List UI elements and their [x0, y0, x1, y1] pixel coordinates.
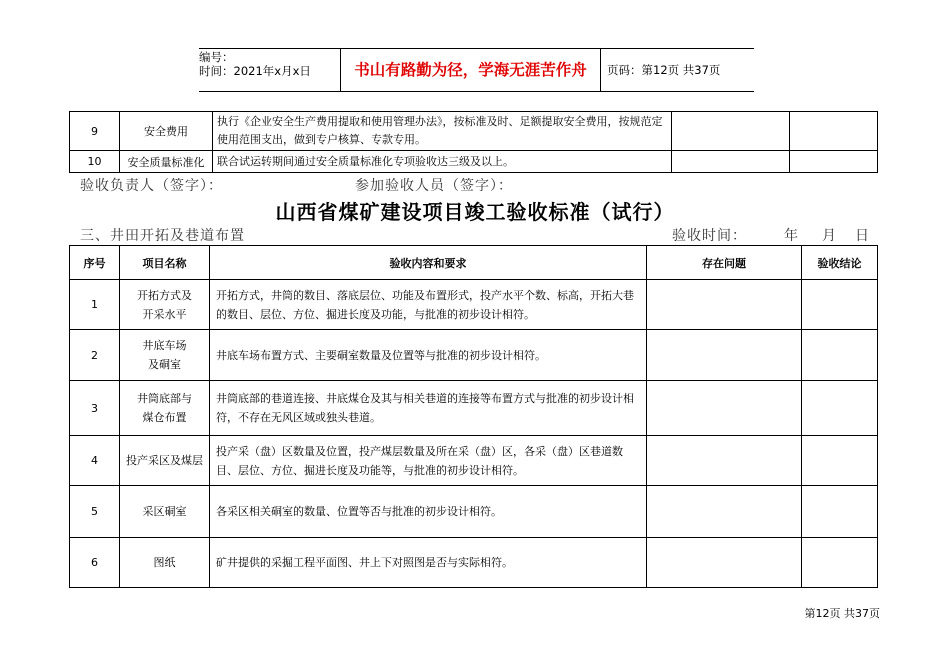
participants-signature-label: 参加验收人员（签字）： — [355, 178, 513, 194]
table-row — [70, 330, 878, 381]
issue-cell — [647, 486, 802, 538]
requirement-text: 联合试运转期间通过安全质量标准化专项验收达三级及以上。 — [213, 151, 672, 173]
issue-cell — [647, 330, 802, 381]
table-row — [70, 112, 878, 151]
col-header-item: 项目名称 — [120, 246, 210, 280]
item-name-line: 井筒底部与 — [137, 392, 192, 405]
document-title: 山西省煤矿建设项目竣工验收标准（试行） — [275, 200, 675, 224]
issue-cell — [647, 538, 802, 588]
item-name: 图纸 — [120, 538, 210, 588]
page-header — [199, 48, 754, 92]
result-cell — [790, 112, 878, 151]
requirement-text: 投产采（盘）区数量及位置，投产煤层数量及所在采（盘）区，各采（盘）区巷道数目、层位、方位、掘进长度及功能等，与批准的初步设计相符。 — [210, 436, 647, 486]
issue-cell — [647, 436, 802, 486]
row-number: 6 — [70, 538, 120, 588]
col-header-issues: 存在问题 — [647, 246, 802, 280]
result-cell — [802, 436, 878, 486]
issue-cell — [672, 151, 790, 173]
table-row — [70, 538, 878, 588]
item-name — [120, 280, 210, 330]
result-cell — [802, 280, 878, 330]
col-header-number: 序号 — [70, 246, 120, 280]
table-row — [70, 486, 878, 538]
item-name — [120, 381, 210, 436]
table-row — [70, 280, 878, 330]
table-row — [70, 381, 878, 436]
row-number: 1 — [70, 280, 120, 330]
requirement-text: 开拓方式，井筒的数目、落底层位、功能及布置形式，投产水平个数、标高，开拓大巷的数目、层位、方位、掘进长度及功能，与批准的初步设计相符。 — [210, 280, 647, 330]
row-number: 10 — [70, 151, 120, 173]
page-footer: 第12页 共37页 — [804, 607, 880, 620]
table-header-row — [70, 246, 878, 280]
row-number: 3 — [70, 381, 120, 436]
header-page-number: 页码：第12页 共37页 — [607, 63, 721, 77]
requirement-text: 执行《企业安全生产费用提取和使用管理办法》，按标准及时、足额提取安全费用，按规范定使用范围支出，做到专户核算、专款专用。 — [213, 112, 672, 151]
result-cell — [790, 151, 878, 173]
item-name-line: 及硐室 — [148, 358, 181, 371]
row-number: 2 — [70, 330, 120, 381]
requirement-text: 井筒底部的巷道连接、井底煤仓及其与相关巷道的连接等布置方式与批准的初步设计相符，不存在无风区域或独头巷道。 — [210, 381, 647, 436]
inspection-time-label: 验收时间： — [672, 228, 747, 244]
requirement-text: 矿井提供的采掘工程平面图、井上下对照图是否与实际相符。 — [210, 538, 647, 588]
item-name: 投产采区及煤层 — [120, 436, 210, 486]
result-cell — [802, 486, 878, 538]
issue-cell — [647, 280, 802, 330]
table-row — [70, 436, 878, 486]
row-number: 9 — [70, 112, 120, 151]
section-heading: 三、井田开拓及巷道布置 — [80, 228, 245, 244]
header-date: 时间：2021年x月x日 — [199, 64, 311, 78]
acceptance-table — [69, 245, 878, 588]
table-row — [70, 151, 878, 173]
result-cell — [802, 330, 878, 381]
item-name-line: 井底车场 — [142, 339, 187, 352]
item-name: 采区硐室 — [120, 486, 210, 538]
item-name: 安全费用 — [120, 112, 213, 151]
header-number-label: 编号： — [199, 50, 234, 64]
result-cell — [802, 538, 878, 588]
issue-cell — [647, 381, 802, 436]
item-name-line: 开采水平 — [142, 307, 187, 321]
row-number: 5 — [70, 486, 120, 538]
month-label: 月 — [822, 228, 837, 244]
col-header-conclusion: 验收结论 — [802, 246, 878, 280]
requirement-text: 各采区相关硐室的数量、位置等否与批准的初步设计相符。 — [210, 486, 647, 538]
requirement-text: 井底车场布置方式、主要硐室数量及位置等与批准的初步设计相符。 — [210, 330, 647, 381]
result-cell — [802, 381, 878, 436]
previous-section-table — [69, 111, 878, 173]
header-meta — [199, 49, 339, 92]
item-name-line: 煤仓布置 — [142, 411, 187, 424]
responsible-signature-label: 验收负责人（签字）： — [80, 178, 223, 194]
issue-cell — [672, 112, 790, 151]
row-number: 4 — [70, 436, 120, 486]
header-motto: 书山有路勤为径，学海无涯苦作舟 — [340, 49, 601, 91]
year-label: 年 — [784, 228, 799, 244]
item-name — [120, 330, 210, 381]
col-header-requirement: 验收内容和要求 — [210, 246, 647, 280]
item-name: 安全质量标准化 — [120, 151, 213, 173]
day-label: 日 — [855, 228, 870, 244]
item-name-line: 开拓方式及 — [137, 288, 192, 302]
